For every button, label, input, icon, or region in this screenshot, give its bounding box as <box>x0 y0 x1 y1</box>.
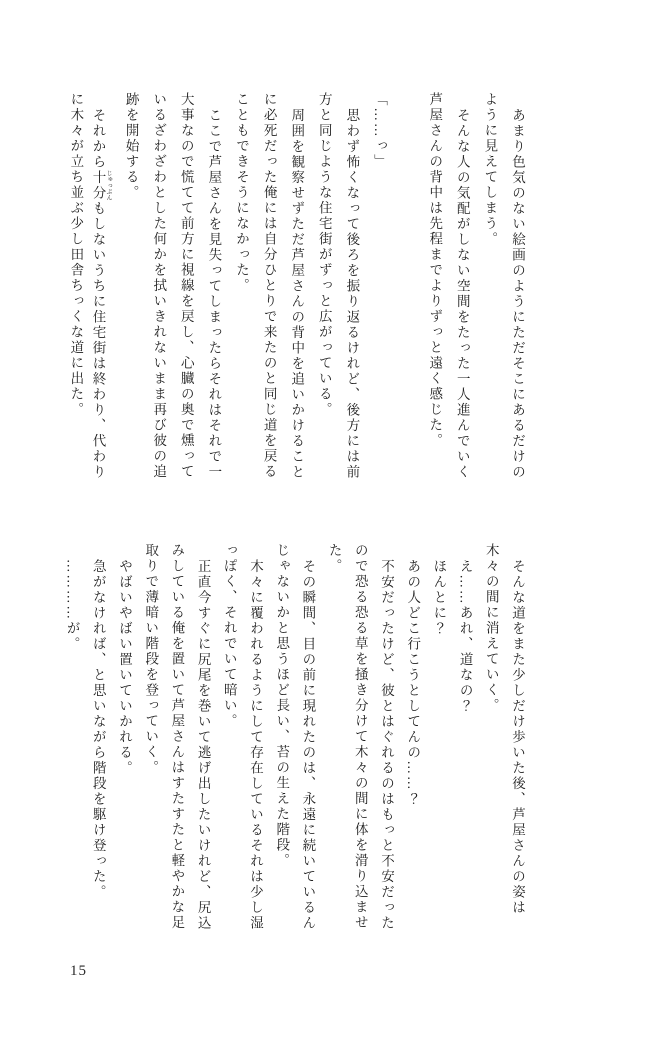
text-line: に必死だった俺には自分ひとりで来たのと同じ道を戻る <box>261 92 277 480</box>
text-line: 周囲を観察せずただ芦屋さんの背中を追いかけること <box>289 107 305 480</box>
text-line: ので恐る恐る草を掻き分けて木々の間に体を滑り込ませ <box>352 543 368 931</box>
text-line: 木々に覆われるようにして存在しているそれは少し湿 <box>248 558 263 931</box>
text-line: 芦屋さんの背中は先程までよりずっと遠く感じた。 <box>427 92 443 449</box>
text-line: 方と同じような住宅街がずっと広がっている。 <box>316 92 332 418</box>
text-line: っぽく、それでいて暗い。 <box>221 543 237 729</box>
text-line: それから十分 じゅっぷんもしないうちに住宅街は終わり、代わり <box>90 107 111 480</box>
text-line: ように見えてしまう。 <box>482 92 498 247</box>
text-line: ここで芦屋さんを見失ってしまったらそれはそれで一 <box>206 107 222 480</box>
text-line: 不安だったけど、彼とはぐれるのはもっと不安だった <box>379 558 394 931</box>
text-line: じゃないかと思うほど長い、苔の生えた階段。 <box>274 543 290 869</box>
text-line: 大事なので慌てて前方に視線を戻し、心臓の奥で燻って <box>178 92 194 480</box>
text-line: みしている俺を置いて芦屋さんはすたすたと軽やかな足 <box>169 543 185 931</box>
text-line: 正直今すぐに尻尾を巻いて逃げ出したいけれど、尻込 <box>195 558 211 931</box>
text-line: 取りで薄暗い階段を登っていく。 <box>143 543 159 776</box>
text-line: ほんとに？ <box>431 558 447 636</box>
text-line: いるざわざわとした何かを拭いきれないまま再び彼の追 <box>151 92 167 480</box>
text-line: 跡を開始する。 <box>123 92 139 201</box>
text-line: そんな人の気配がしない空間をたった一人進んでいく <box>454 107 470 480</box>
text-line: 木々の間に消えていく。 <box>483 543 499 714</box>
text-line: た。 <box>326 543 342 574</box>
page-number: 15 <box>70 963 87 979</box>
text-line: 「……っ」 <box>372 92 387 170</box>
text-line: その瞬間、目の前に現れたのは、永遠に続いているん <box>300 558 316 931</box>
text-line: あまり色気のない絵画のようにただそこにあるだけの <box>510 107 525 480</box>
text-line: 急がなければ、と思いながら階段を駆け登った。 <box>90 558 106 900</box>
text-line: 思わず怖くなって後ろを振り返るけれど、後方には前 <box>344 107 360 480</box>
text-line: に木々が立ち並ぶ少し田舎ちっくな道に出た。 <box>68 92 84 418</box>
text-line: …………が。 <box>64 558 80 652</box>
text-line: そんな道をまた少しだけ歩いた後、芦屋さんの姿は <box>510 558 525 915</box>
furigana: 十分 じゅっぷん <box>90 169 111 201</box>
text-line: やばいやばい置いていかれる。 <box>117 558 132 776</box>
text-line: あの人どこ行こうとしてんの……？ <box>405 558 421 807</box>
text-line: こともできそうになかった。 <box>234 92 249 294</box>
text-line: え……あれ、道なの？ <box>457 558 473 714</box>
